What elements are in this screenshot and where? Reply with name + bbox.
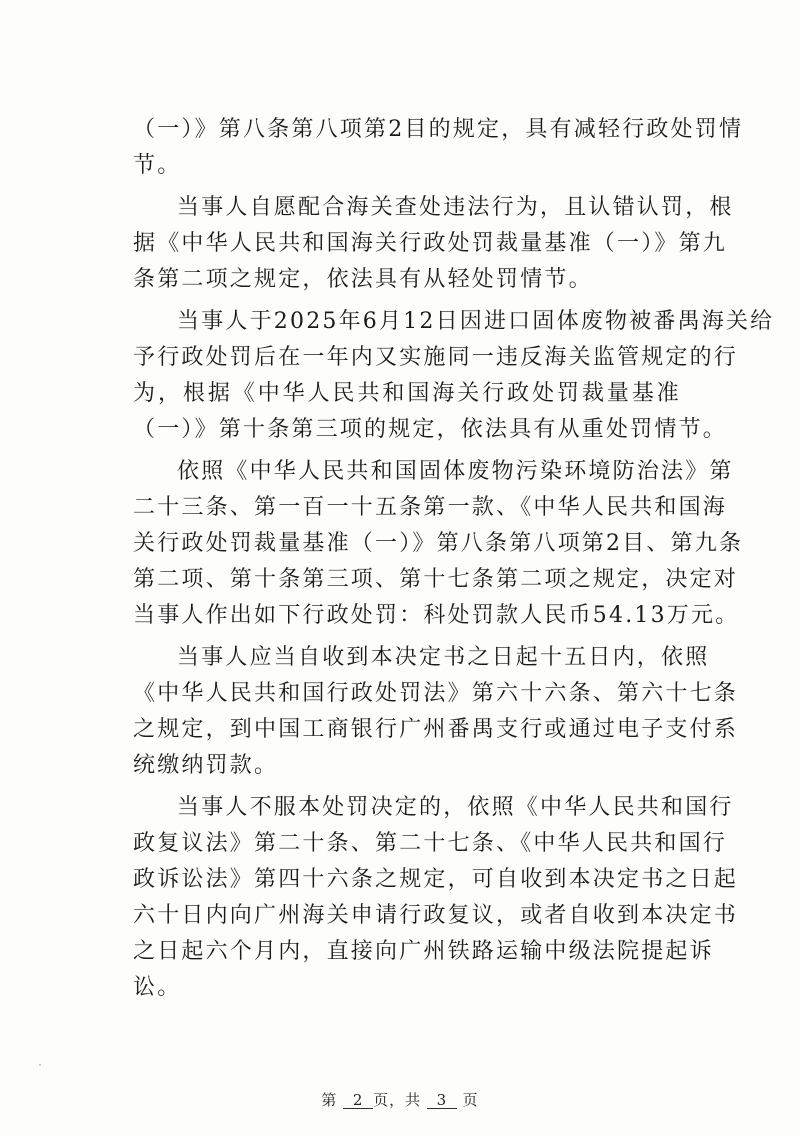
page-footer (0, 1089, 800, 1110)
total-pages-number: 3 (427, 1092, 457, 1109)
current-page-number: 2 (343, 1092, 373, 1109)
paragraph (133, 454, 744, 634)
document-body (133, 112, 775, 1012)
text-line: 据《中华人民共和国海关行政处罚裁量基准（一）》第九 (133, 231, 728, 256)
text-line: 讼。 (133, 975, 182, 1000)
paragraph (133, 304, 775, 448)
text-line: 当事人于2025年6月12日因进口固体废物被番禺海关给 (177, 309, 775, 334)
text-line: 当事人不服本处罚决定的，依照《中华人民共和国行 (177, 795, 734, 820)
text-line: 二十三条、第一百一十五条第一款、《中华人民共和国海 (133, 495, 728, 520)
paragraph (133, 190, 734, 298)
footer-suffix: 页 (462, 1091, 479, 1109)
text-line: （一）》第十条第三项的规定，依法具有从重处罚情节。 (133, 417, 728, 442)
footer-middle: 页，共 (373, 1091, 422, 1109)
text-line: 依照《中华人民共和国固体废物污染环境防治法》第 (177, 459, 734, 484)
text-line: 六十日内向广州海关申请行政复议，或者自收到本决定书 (133, 903, 739, 928)
text-line: 为，根据《中华人民共和国海关行政处罚裁量基准 (133, 381, 681, 406)
text-line: 政诉讼法》第四十六条之规定，可自收到本决定书之日起 (133, 867, 739, 892)
text-line: 之日起六个月内，直接向广州铁路运输中级法院提起诉 (133, 939, 714, 964)
text-line: 政复议法》第二十条、第二十七条、《中华人民共和国行 (133, 831, 728, 856)
text-line: 予行政处罚后在一年内又实施同一违反海关监管规定的行 (133, 345, 739, 370)
footer-prefix: 第 (321, 1091, 338, 1109)
paragraph (133, 640, 739, 784)
text-line: 当事人作出如下行政处罚：科处罚款人民币54.13万元。 (133, 603, 740, 628)
text-line: 当事人自愿配合海关查处违法行为，且认错认罚，根 (177, 195, 734, 220)
text-line: 当事人应当自收到本决定书之日起十五日内，依照 (177, 645, 710, 670)
text-line: 第二项、第十条第三项、第十七条第二项之规定，决定对 (133, 567, 739, 592)
text-line: 条第二项之规定，依法具有从轻处罚情节。 (133, 267, 593, 292)
scan-speck (39, 1064, 41, 1066)
text-line: 之规定，到中国工商银行广州番禺支行或通过电子支付系 (133, 717, 739, 742)
text-line: 关行政处罚裁量基准（一）》第八条第八项第2目、第九条 (133, 531, 744, 556)
text-line: 统缴纳罚款。 (133, 753, 279, 778)
text-line: 《中华人民共和国行政处罚法》第六十六条、第六十七条 (133, 681, 739, 706)
text-line: （一）》第八条第八项第2目的规定，具有减轻行政处罚情 (133, 117, 744, 142)
paragraph (133, 112, 744, 184)
text-line: 节。 (133, 153, 182, 178)
paragraph (133, 790, 739, 1006)
